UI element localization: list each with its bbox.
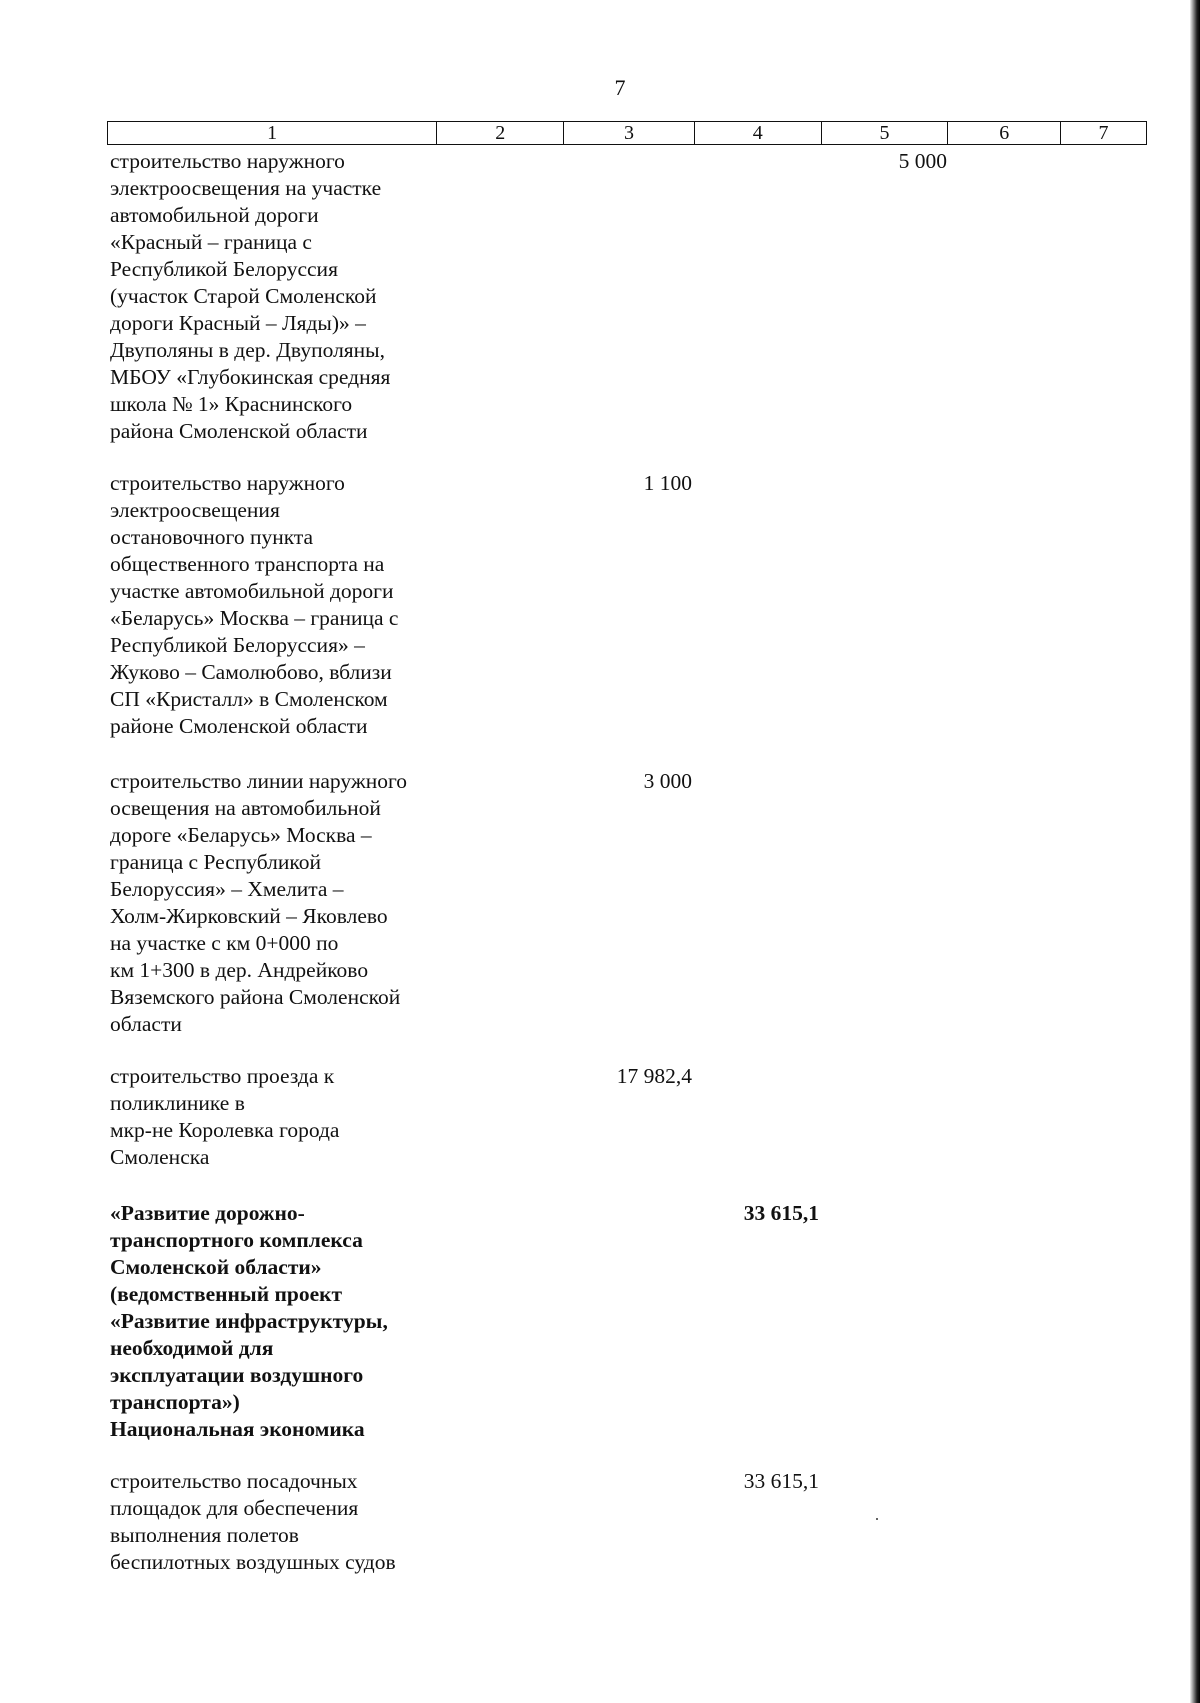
row-5-value: 33 615,1 bbox=[743, 1201, 819, 1225]
row-2-description: строительство наружного электроосвещения остановочного пункта общественного транспорта на участке автомобильной дороги «Беларусь» Москва – граница с Республикой Белоруссия» – Жуково – Самолюбово, вблизи СП «Кристалл» в Смоленском районе Смоленской области bbox=[110, 471, 399, 738]
row-6-value: 33 615,1 bbox=[743, 1469, 819, 1493]
row-4-value: 17 982,4 bbox=[616, 1064, 692, 1088]
column-header-row bbox=[107, 121, 1147, 145]
row-6-description: строительство посадочных площадок для обеспечения выполнения полетов беспилотных воздушных судов bbox=[110, 1469, 396, 1574]
row-5-description: «Развитие дорожно- транспортного комплекса Смоленской области» (ведомственный проект «Развитие инфраструктуры, необходимой для эксплуатации воздушного транспорта») Национальная экономика bbox=[110, 1201, 388, 1441]
row-2-value: 1 100 bbox=[643, 471, 692, 495]
column-header-6: 6 bbox=[948, 122, 1061, 144]
column-header-5: 5 bbox=[822, 122, 949, 144]
row-4-description: строительство проезда к поликлинике в мкр-не Королевка города Смоленска bbox=[110, 1064, 340, 1169]
row-3-value: 3 000 bbox=[643, 769, 692, 793]
column-header-1: 1 bbox=[108, 122, 437, 144]
scan-speck bbox=[876, 1518, 878, 1520]
column-header-2: 2 bbox=[437, 122, 564, 144]
row-3-description: строительство линии наружного освещения на автомобильной дороге «Беларусь» Москва – граница с Республикой Белоруссия» – Хмелита – Холм-Жирковский – Яковлево на участке с км 0+000 по км 1+300 в дер. Андрейково Вяземского района Смоленской области bbox=[110, 769, 408, 1036]
column-header-7: 7 bbox=[1098, 122, 1109, 144]
scan-edge-shadow bbox=[1190, 0, 1200, 1703]
row-1-value: 5 000 bbox=[898, 149, 947, 173]
page-number: 7 bbox=[614, 75, 626, 100]
row-1-description: строительство наружного электроосвещения на участке автомобильной дороги «Красный – граница с Республикой Белоруссия (участок Старой Смоленской дороги Красный – Ляды)» – Двуполяны в дер. Двуполяны, МБОУ «Глубокинская средняя школа № 1» Краснинского района Смоленской области bbox=[110, 149, 391, 443]
column-header-4: 4 bbox=[695, 122, 822, 144]
column-header-3: 3 bbox=[564, 122, 695, 144]
